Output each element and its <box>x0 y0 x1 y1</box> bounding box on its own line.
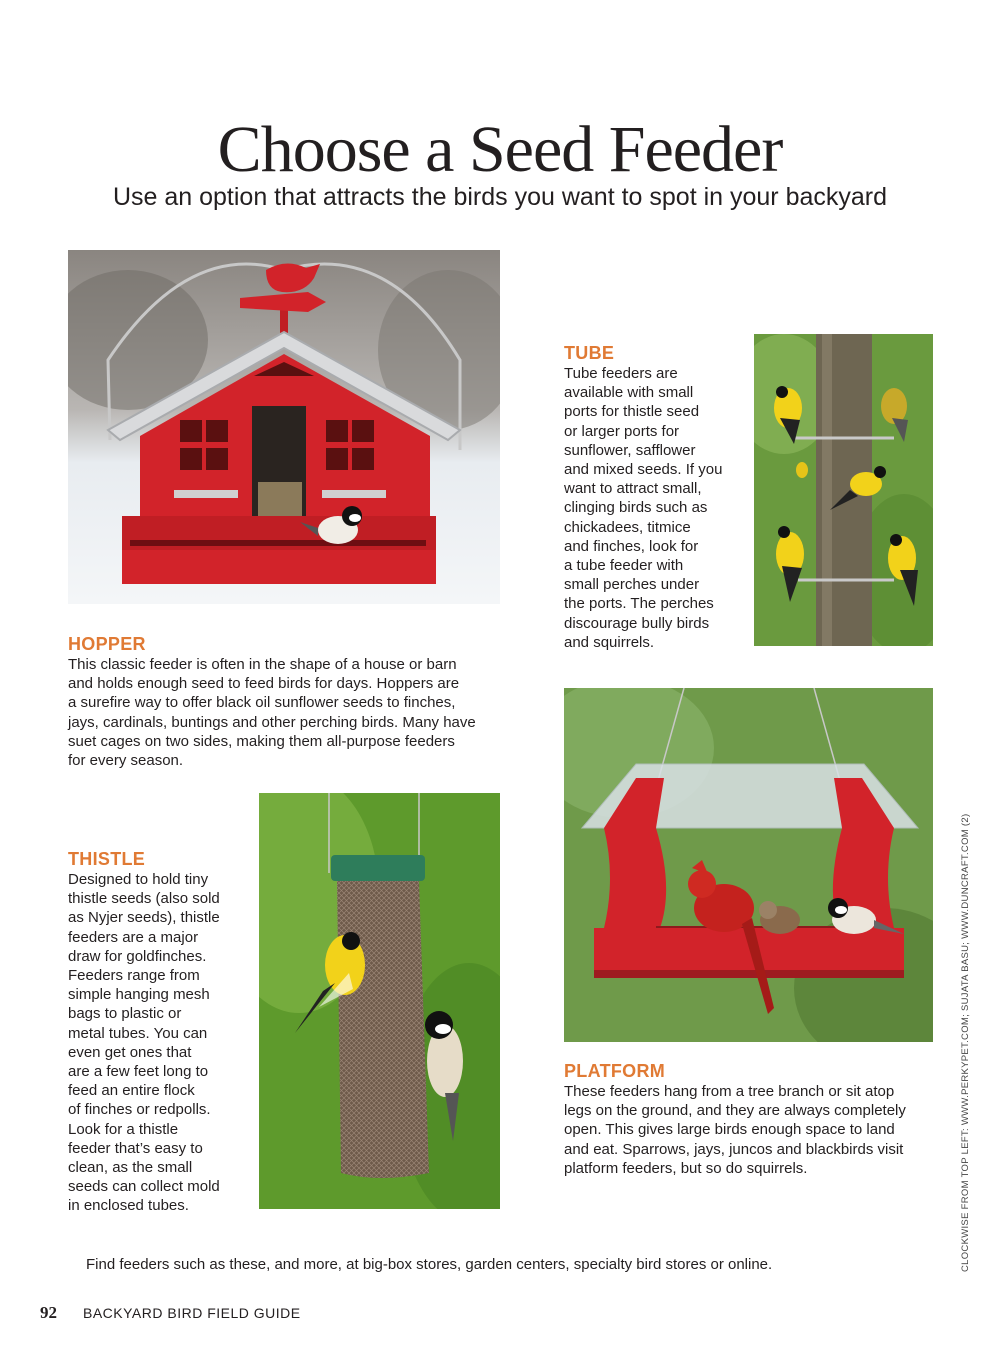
page-number: 92 <box>40 1303 57 1322</box>
tube-body-line: and finches, look for <box>564 537 699 555</box>
thistle-body-line: draw for goldfinches. <box>68 947 207 965</box>
thistle-body <box>68 870 253 1216</box>
thistle-body-line: in enclosed tubes. <box>68 1197 189 1215</box>
thistle-body-line: feeder that’s easy to <box>68 1139 203 1157</box>
tube-body-line: discourage bully birds <box>564 614 710 632</box>
thistle-body-line: Designed to hold tiny <box>68 871 209 888</box>
platform-body-line: These feeders hang from a tree branch or sit atop <box>564 1083 895 1100</box>
platform-feeder-photo <box>564 688 933 1042</box>
thistle-heading: THISTLE <box>68 849 146 869</box>
book-title: BACKYARD BIRD FIELD GUIDE <box>83 1305 301 1321</box>
thistle-body-line: feed an entire flock <box>68 1082 195 1100</box>
tube-feeder-photo <box>754 334 933 646</box>
thistle-body-line: Look for a thistle <box>68 1120 179 1138</box>
thistle-body-line: clean, as the small <box>68 1159 193 1177</box>
thistle-feeder-photo <box>259 793 500 1209</box>
hopper-body-line: and holds enough seed to feed birds for days. Hoppers are <box>68 675 460 693</box>
platform-body-line: and eat. Sparrows, jays, juncos and blackbirds visit <box>564 1140 904 1158</box>
photo-credit: CLOCKWISE FROM TOP LEFT: WWW.PERKYPET.COM; SUJATA BASU; WWW.DUNCRAFT.COM (2) <box>960 813 971 1272</box>
tube-body-line: ports for thistle seed <box>564 403 700 421</box>
tube-body-line: want to attract small, <box>564 480 702 498</box>
page-title: Choose a Seed Feeder <box>217 113 783 186</box>
tube-body-line: the ports. The perches <box>564 595 714 613</box>
thistle-body-line: feeders are a major <box>68 928 199 946</box>
thistle-body-line: as Nyjer seeds), thistle <box>68 909 220 927</box>
hopper-body <box>68 655 498 770</box>
hopper-body-line: jays, cardinals, buntings and other perching birds. Many have <box>68 713 476 731</box>
tube-body-line: and squirrels. <box>564 633 655 651</box>
tube-body-line: a tube feeder with <box>564 557 684 575</box>
tube-body-line: sunflower, safflower <box>564 441 696 459</box>
platform-body-line: open. This gives large birds enough space to land <box>564 1121 895 1139</box>
tube-body-line: and mixed seeds. If you <box>564 461 723 479</box>
thistle-body-line: bags to plastic or <box>68 1005 182 1023</box>
tube-body-line: clinging birds such as <box>564 499 708 517</box>
hopper-body-line: suet cages on two sides, making them all-purpose feeders <box>68 732 455 750</box>
tube-body-line: or larger ports for <box>564 422 680 440</box>
platform-heading: PLATFORM <box>564 1061 666 1081</box>
tube-body <box>564 364 749 652</box>
tube-body-line: available with small <box>564 384 694 402</box>
hopper-body-line: This classic feeder is often in the shape of a house or barn <box>68 656 457 673</box>
thistle-body-line: of finches or redpolls. <box>68 1101 211 1119</box>
footer-note: Find feeders such as these, and more, at big-box stores, garden centers, specialty bird stores or online. <box>86 1256 773 1273</box>
thistle-body-line: simple hanging mesh <box>68 986 210 1004</box>
thistle-body-line: are a few feet long to <box>68 1063 209 1081</box>
tube-body-line: Tube feeders are <box>564 365 678 382</box>
platform-body-line: platform feeders, but so do squirrels. <box>564 1159 808 1177</box>
platform-body-line: legs on the ground, and they are always completely <box>564 1102 906 1120</box>
page-subtitle: Use an option that attracts the birds you want to spot in your backyard <box>112 183 888 211</box>
tube-body-line: chickadees, titmice <box>564 518 691 536</box>
thistle-body-line: Feeders range from <box>68 967 200 985</box>
tube-heading: TUBE <box>564 343 615 363</box>
hopper-body-line: for every season. <box>68 752 184 770</box>
hopper-body-line: a surefire way to offer black oil sunflower seeds to finches, <box>68 694 456 712</box>
thistle-body-line: metal tubes. You can <box>68 1024 208 1042</box>
thistle-body-line: thistle seeds (also sold <box>68 890 220 908</box>
thistle-body-line: even get ones that <box>68 1043 192 1061</box>
tube-body-line: small perches under <box>564 576 700 594</box>
platform-body <box>564 1082 934 1178</box>
hopper-heading: HOPPER <box>68 634 146 654</box>
hopper-feeder-photo <box>68 250 500 604</box>
thistle-body-line: seeds can collect mold <box>68 1178 220 1196</box>
